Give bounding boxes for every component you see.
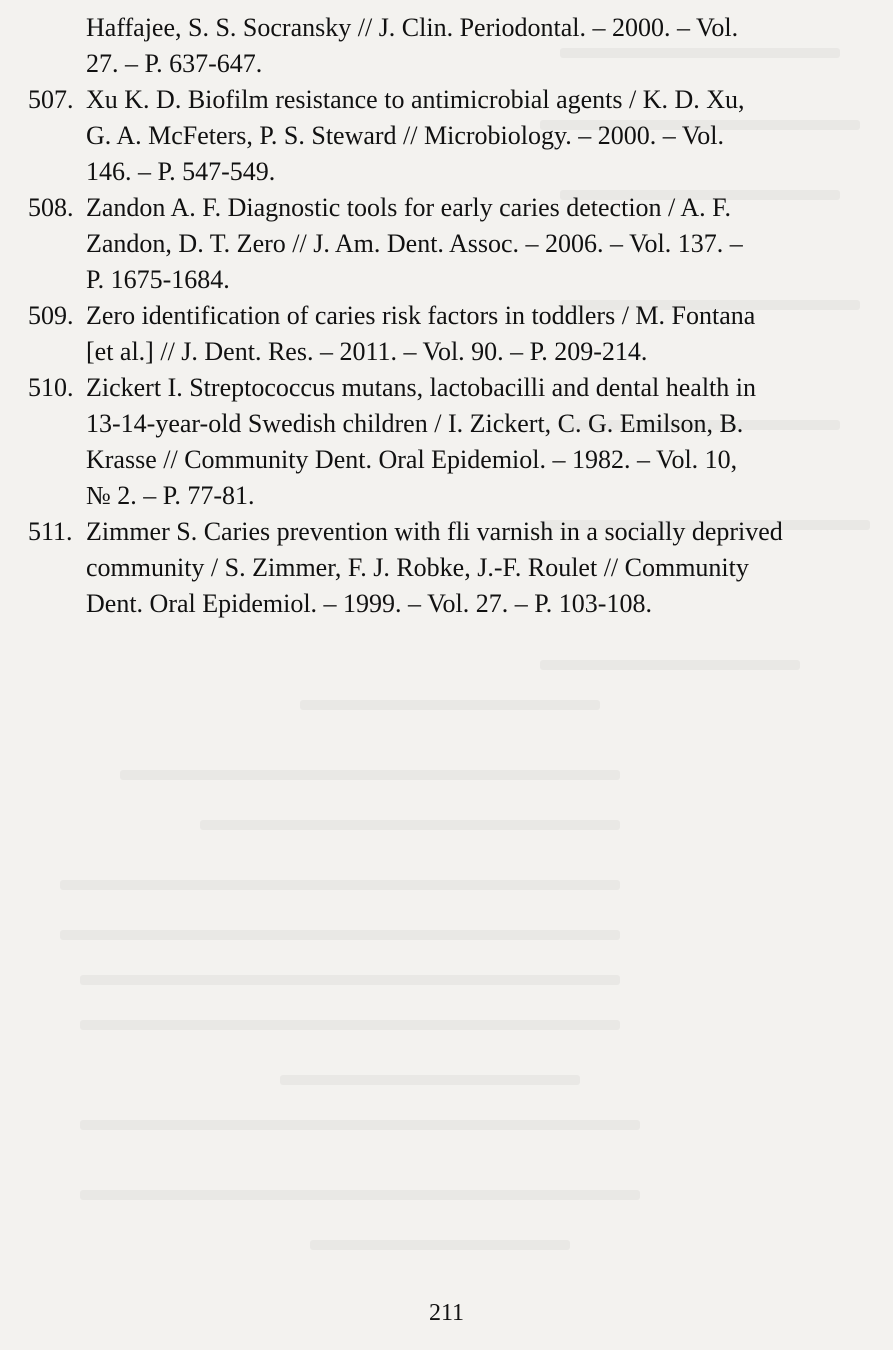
reference-item <box>28 514 828 622</box>
reference-line: Dent. Oral Epidemiol. – 1999. – Vol. 27. – P. 103-108. <box>86 589 652 618</box>
reference-item <box>28 370 828 514</box>
reference-number: 507. <box>28 85 74 114</box>
reference-line: 146. – P. 547-549. <box>86 157 276 186</box>
reference-text <box>28 10 828 82</box>
reference-line: 13-14-year-old Swedish children / I. Zickert, C. G. Emilson, B. <box>86 409 744 438</box>
reference-text <box>28 190 828 298</box>
reference-number: 508. <box>28 193 74 222</box>
reference-text <box>28 370 828 514</box>
reference-line: [et al.] // J. Dent. Res. – 2011. – Vol. 90. – P. 209-214. <box>86 337 648 366</box>
reference-list <box>28 10 828 622</box>
reference-line: G. A. McFeters, P. S. Steward // Microbiology. – 2000. – Vol. <box>86 121 724 150</box>
reference-line: Zandon A. F. Diagnostic tools for early caries detection / A. F. <box>86 193 731 222</box>
reference-line: 27. – P. 637-647. <box>86 49 263 78</box>
reference-line: Xu K. D. Biofilm resistance to antimicrobial agents / K. D. Xu, <box>86 85 745 114</box>
reference-line: Krasse // Community Dent. Oral Epidemiol. – 1982. – Vol. 10, <box>86 445 738 474</box>
reference-item <box>28 82 828 190</box>
reference-line: Zandon, D. T. Zero // J. Am. Dent. Assoc. – 2006. – Vol. 137. – <box>86 229 743 258</box>
reference-line: Zimmer S. Caries prevention with fli varnish in a socially deprived <box>86 517 783 546</box>
reference-continuation <box>28 10 828 82</box>
reference-line: Zero identification of caries risk factors in toddlers / M. Fontana <box>86 301 756 330</box>
reference-line: Zickert I. Streptococcus mutans, lactobacilli and dental health in <box>86 373 756 402</box>
reference-line: Haffajee, S. S. Socransky // J. Clin. Periodontal. – 2000. – Vol. <box>86 13 739 42</box>
reference-line: P. 1675-1684. <box>86 265 230 294</box>
reference-item <box>28 298 828 370</box>
page-number: 211 <box>428 1300 465 1326</box>
reference-text <box>28 514 828 622</box>
reference-text <box>28 82 828 190</box>
reference-line: community / S. Zimmer, F. J. Robke, J.-F. Roulet // Community <box>86 553 749 582</box>
reference-number: 511. <box>28 517 73 546</box>
reference-line: № 2. – P. 77-81. <box>86 481 255 510</box>
reference-number: 510. <box>28 373 74 402</box>
reference-number: 509. <box>28 301 74 330</box>
reference-item <box>28 190 828 298</box>
reference-text <box>28 298 828 370</box>
